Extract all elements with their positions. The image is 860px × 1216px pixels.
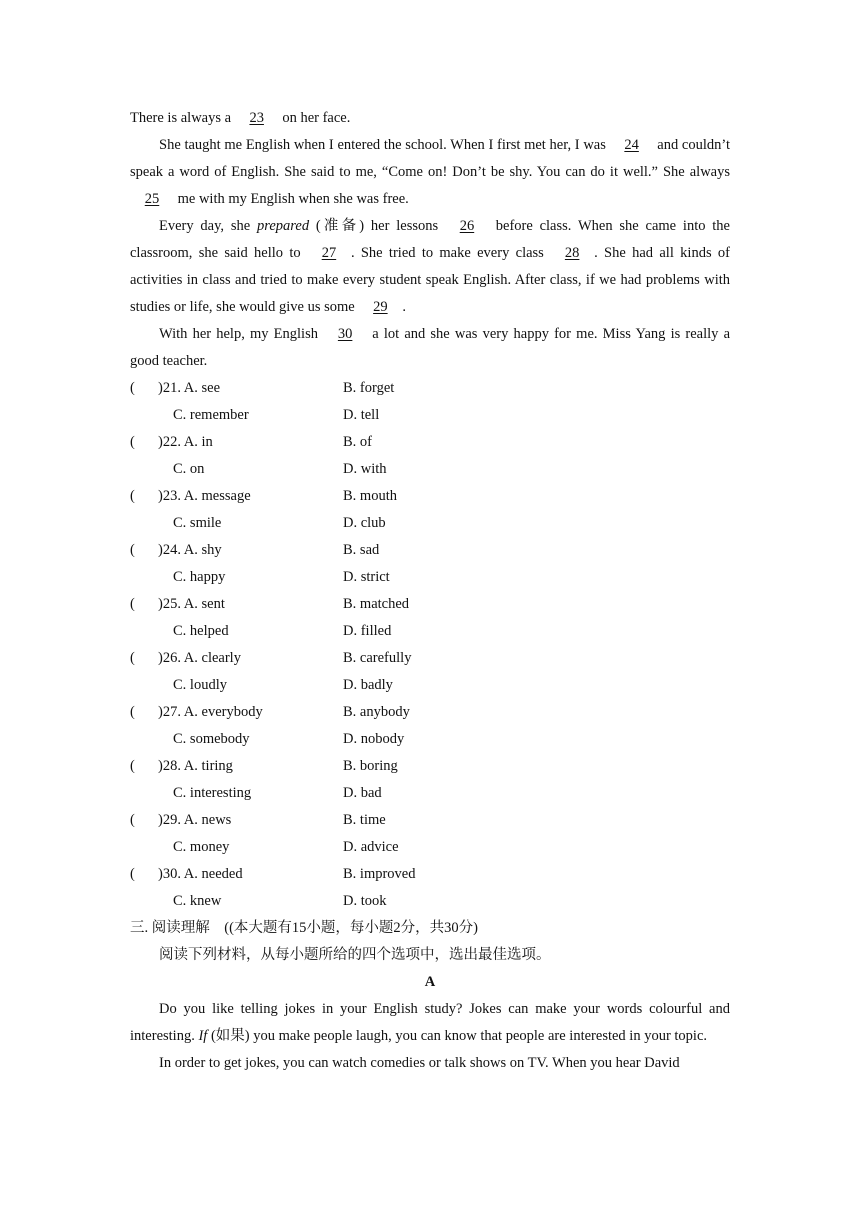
- section-heading: 三. 阅读理解 ((本大题有15小题，每小题2分，共30分): [130, 920, 478, 936]
- question-row: [130, 375, 730, 402]
- question-row: [130, 699, 730, 726]
- question-option-a: )22. A. in: [158, 434, 213, 450]
- blank-25: 25: [144, 191, 160, 207]
- answer-bracket[interactable]: (: [130, 758, 135, 774]
- question-option-c: C. remember: [173, 407, 249, 423]
- question-option-c: C. smile: [173, 515, 222, 531]
- question-row-options: [130, 834, 730, 861]
- question-row-options: [130, 672, 730, 699]
- question-option-c: C. money: [173, 839, 230, 855]
- question-row-options: [130, 456, 730, 483]
- question-row-options: [130, 402, 730, 429]
- question-option-b: B. anybody: [343, 704, 410, 720]
- question-option-c: C. somebody: [173, 731, 250, 747]
- passage-paragraph: Do you like telling jokes in your English study? Jokes can make your words colourful and interesting. If (如果) you make people laugh, you can know that people are interested in your topic.: [130, 1001, 730, 1044]
- question-row: [130, 483, 730, 510]
- answer-bracket[interactable]: (: [130, 650, 135, 666]
- passage-paragraph: Every day, she prepared (准备) her lessons 26 before class. When she came into the classroom, she said hello to 27 . She tried to make every class 28 . She had all kinds of activities in class and tried to make every student speak English. After class, if we had problems with studies or life, she would give us some 29 .: [130, 213, 730, 321]
- passage-paragraph: In order to get jokes, you can watch comedies or talk shows on TV. When you hear David: [159, 1055, 680, 1071]
- question-row-options: [130, 564, 730, 591]
- question-list: [130, 375, 730, 915]
- question-row: [130, 753, 730, 780]
- question-option-d: D. took: [343, 893, 387, 909]
- passage-paragraph: There is always a 23 on her face.: [130, 105, 730, 132]
- question-row: [130, 537, 730, 564]
- blank-27: 27: [321, 245, 337, 261]
- question-option-d: D. nobody: [343, 731, 405, 747]
- question-option-d: D. badly: [343, 677, 393, 693]
- question-option-b: B. mouth: [343, 488, 397, 504]
- question-option-b: B. matched: [343, 596, 410, 612]
- question-option-c: C. on: [173, 461, 205, 477]
- blank-23: 23: [249, 110, 264, 126]
- question-option-b: B. improved: [343, 866, 416, 882]
- answer-bracket[interactable]: (: [130, 434, 135, 450]
- document-page: [130, 105, 730, 1077]
- question-option-c: C. loudly: [173, 677, 227, 693]
- answer-bracket[interactable]: (: [130, 704, 135, 720]
- question-row-options: [130, 510, 730, 537]
- answer-bracket[interactable]: (: [130, 380, 135, 396]
- section-instruction: 阅读下列材料，从每小题所给的四个选项中，选出最佳选项。: [159, 947, 551, 963]
- question-option-d: D. filled: [343, 623, 392, 639]
- question-option-b: B. of: [343, 434, 372, 450]
- question-option-b: B. sad: [343, 542, 380, 558]
- question-option-d: D. club: [343, 515, 386, 531]
- passage-paragraph: With her help, my English 30 a lot and she was very happy for me. Miss Yang is really a good teacher.: [130, 321, 730, 375]
- blank-30: 30: [337, 326, 353, 342]
- question-option-d: D. strict: [343, 569, 390, 585]
- question-option-c: C. interesting: [173, 785, 252, 801]
- blank-29: 29: [373, 299, 388, 315]
- question-option-c: C. knew: [173, 893, 222, 909]
- answer-bracket[interactable]: (: [130, 488, 135, 504]
- question-row: [130, 645, 730, 672]
- question-option-a: )23. A. message: [158, 488, 251, 504]
- blank-28: 28: [564, 245, 580, 261]
- answer-bracket[interactable]: (: [130, 542, 135, 558]
- question-option-b: B. carefully: [343, 650, 412, 666]
- question-row: [130, 807, 730, 834]
- blank-26: 26: [459, 218, 475, 234]
- question-option-a: )30. A. needed: [158, 866, 243, 882]
- question-row: [130, 591, 730, 618]
- question-option-c: C. helped: [173, 623, 229, 639]
- question-option-b: B. forget: [343, 380, 395, 396]
- question-option-a: )24. A. shy: [158, 542, 222, 558]
- question-option-a: )29. A. news: [158, 812, 232, 828]
- question-option-a: )27. A. everybody: [158, 704, 263, 720]
- question-row: [130, 861, 730, 888]
- question-option-d: D. bad: [343, 785, 382, 801]
- question-row-options: [130, 726, 730, 753]
- answer-bracket[interactable]: (: [130, 812, 135, 828]
- question-option-d: D. with: [343, 461, 387, 477]
- question-row-options: [130, 618, 730, 645]
- question-option-a: )21. A. see: [158, 380, 221, 396]
- question-row-options: [130, 780, 730, 807]
- question-option-b: B. time: [343, 812, 386, 828]
- question-option-d: D. advice: [343, 839, 399, 855]
- question-row: [130, 429, 730, 456]
- question-option-a: )28. A. tiring: [158, 758, 233, 774]
- question-option-a: )26. A. clearly: [158, 650, 241, 666]
- question-option-b: B. boring: [343, 758, 398, 774]
- question-option-c: C. happy: [173, 569, 226, 585]
- answer-bracket[interactable]: (: [130, 866, 135, 882]
- blank-24: 24: [624, 137, 639, 153]
- passage-paragraph: She taught me English when I entered the school. When I first met her, I was 24 and couldn’t speak a word of English. She said to me, “Come on! Don’t be shy. You can do it well.” She always 25 me with my English when she was free.: [130, 132, 730, 213]
- question-row-options: [130, 888, 730, 915]
- answer-bracket[interactable]: (: [130, 596, 135, 612]
- question-option-a: )25. A. sent: [158, 596, 225, 612]
- passage-label: A: [424, 974, 436, 990]
- question-option-d: D. tell: [343, 407, 380, 423]
